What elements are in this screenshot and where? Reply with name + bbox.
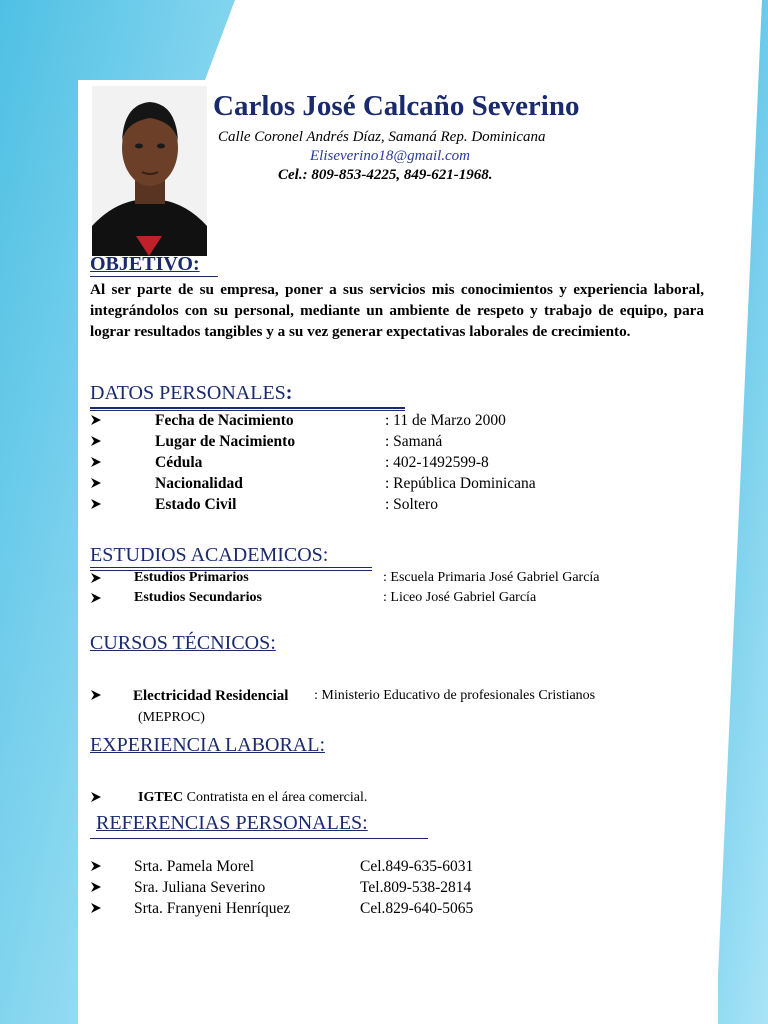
profile-photo xyxy=(92,86,207,256)
datos-heading xyxy=(90,382,292,405)
arrow-bullet-icon xyxy=(90,902,102,914)
arrow-bullet-icon xyxy=(90,689,102,701)
estudio-label: Estudios Secundarios xyxy=(134,590,262,605)
candidate-name: Carlos José Calcaño Severino xyxy=(213,90,580,122)
arrow-bullet-icon xyxy=(90,572,102,584)
referencia-name: Srta. Pamela Morel xyxy=(134,858,255,875)
email-link[interactable]: Eliseverino18@gmail.com xyxy=(310,148,471,164)
datos-label: Estado Civil xyxy=(155,496,237,513)
curso-label: Electricidad Residencial xyxy=(133,688,289,704)
experiencia-company: IGTEC xyxy=(138,790,184,805)
curso-value-2: (MEPROC) xyxy=(138,710,205,725)
arrow-bullet-icon xyxy=(90,791,102,803)
objetivo-heading: OBJETIVO: xyxy=(90,253,200,275)
referencia-phone: Tel.809-538-2814 xyxy=(360,879,472,896)
referencias-underline xyxy=(90,838,428,839)
datos-value: : Samaná xyxy=(385,433,443,450)
datos-underline xyxy=(90,407,405,409)
referencias-heading: REFERENCIAS PERSONALES: xyxy=(96,812,368,834)
arrow-bullet-icon xyxy=(90,860,102,872)
estudio-value: : Liceo José Gabriel García xyxy=(383,590,537,605)
datos-underline-2 xyxy=(90,410,405,411)
datos-heading-colon: : xyxy=(285,382,293,404)
arrow-bullet-icon xyxy=(90,477,102,489)
address: Calle Coronel Andrés Díaz, Samaná Rep. Dominicana xyxy=(218,129,546,145)
referencia-phone: Cel.829-640-5065 xyxy=(360,900,474,917)
objetivo-underline xyxy=(90,276,218,277)
datos-label: Cédula xyxy=(155,454,203,471)
referencia-phone: Cel.849-635-6031 xyxy=(360,858,474,875)
objetivo-text: Al ser parte de su empresa, poner a sus servicios mis conocimientos y experiencia laboral, integrándolos con su personal, mediante un ambiente de respeto y trabajo de equipo, para lograr resultados tangibles y a su vez generar expectativas laborales de crecimiento. xyxy=(90,281,704,340)
arrow-bullet-icon xyxy=(90,435,102,447)
arrow-bullet-icon xyxy=(90,592,102,604)
datos-value: : 402-1492599-8 xyxy=(385,454,489,471)
arrow-bullet-icon xyxy=(90,881,102,893)
experiencia-role: Contratista en el área comercial. xyxy=(186,790,368,805)
estudio-value: : Escuela Primaria José Gabriel García xyxy=(383,570,600,585)
cursos-heading: CURSOS TÉCNICOS: xyxy=(90,632,276,654)
referencia-name: Srta. Franyeni Henríquez xyxy=(134,900,291,917)
datos-heading-text: DATOS PERSONALES xyxy=(90,382,286,404)
estudios-heading: ESTUDIOS ACADEMICOS: xyxy=(90,544,329,566)
curso-value: : Ministerio Educativo de profesionales Cristianos xyxy=(314,688,596,703)
arrow-bullet-icon xyxy=(90,414,102,426)
estudio-label: Estudios Primarios xyxy=(134,570,249,585)
arrow-bullet-icon xyxy=(90,498,102,510)
experiencia-item xyxy=(138,790,367,806)
estudios-underline xyxy=(90,567,372,568)
arrow-bullet-icon xyxy=(90,456,102,468)
datos-label: Fecha de Nacimiento xyxy=(155,412,294,429)
datos-value: : 11 de Marzo 2000 xyxy=(385,412,506,429)
datos-label: Nacionalidad xyxy=(155,475,243,492)
phone-numbers: Cel.: 809-853-4225, 849-621-1968. xyxy=(278,167,493,183)
referencia-name: Sra. Juliana Severino xyxy=(134,879,266,896)
experiencia-heading: EXPERIENCIA LABORAL: xyxy=(90,734,325,756)
datos-value: : República Dominicana xyxy=(385,475,536,492)
datos-label: Lugar de Nacimiento xyxy=(155,433,296,450)
datos-value: : Soltero xyxy=(385,496,438,513)
